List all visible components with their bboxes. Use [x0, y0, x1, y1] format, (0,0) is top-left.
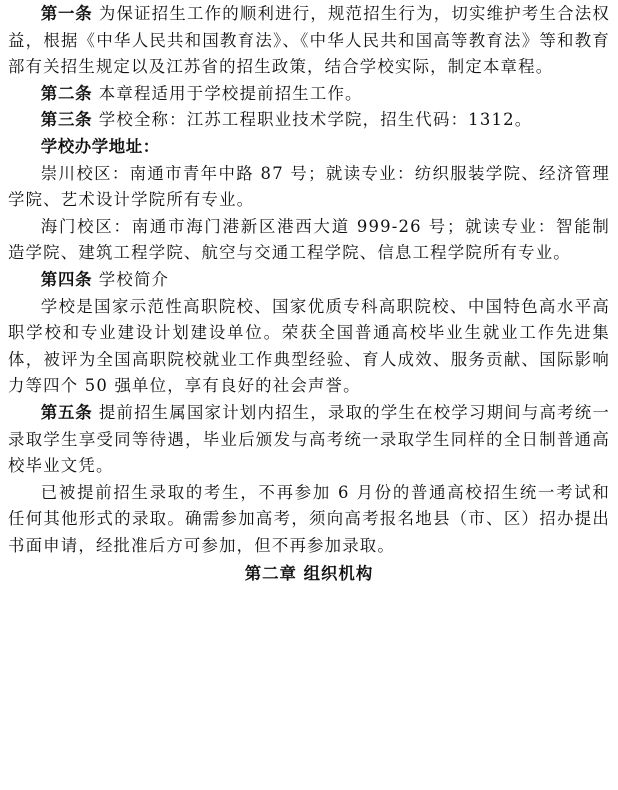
article-1-label: 第一条	[40, 4, 93, 23]
article-4-paragraph: 学校是国家示范性高职院校、国家优质专科高职院校、中国特色高水平高职学校和专业建设计划建设单位。荣获全国普通高校毕业生就业工作先进集体，被评为全国高职院校就业工作典型经验、育人成效、服务贡献、国际影响力等四个 50 强单位，享有良好的社会声誉。	[8, 296, 610, 396]
article-2-label: 第二条	[40, 83, 93, 103]
address-heading	[8, 134, 610, 161]
article-2-paragraph	[8, 81, 610, 108]
campus-2-paragraph: 海门校区：南通市海门港新区港西大道 999-26 号；就读专业：智能制造学院、建筑工程学院、航空与交通工程学院、信息工程学院所有专业。	[8, 216, 610, 263]
article-2-text: 本章程适用于学校提前招生工作。	[92, 83, 363, 103]
article-4-title: 学校简介	[92, 269, 170, 289]
article-1-text: 为保证招生工作的顺利进行，规范招生行为，切实维护考生合法权益，根据《中华人民共和国教育法》、《中华人民共和国高等教育法》等和教育部有关招生规定以及江苏省的招生政策，结合学校实际，制定本章程。	[8, 4, 610, 77]
article-3-paragraph	[8, 107, 610, 134]
campus-1-paragraph: 崇川校区：南通市青年中路 87 号；就读专业：纺织服装学院、经济管理学院、艺术设计学院所有专业。	[8, 163, 610, 210]
article-1-paragraph	[8, 1, 610, 81]
article-5-label: 第五条	[40, 402, 93, 422]
article-3-text: 学校全称：江苏工程职业技术学院，招生代码：1312。	[92, 110, 533, 130]
chapter-2-title: 第二章 组织机构	[244, 564, 374, 584]
article-4-heading	[8, 267, 610, 294]
article-5-paragraph-2: 已被提前招生录取的考生，不再参加 6 月份的普通高校招生统一考试和任何其他形式的录取。确需参加高考，须向高考报名地县（市、区）招办提出书面申请，经批准后方可参加，但不再参加录取。	[8, 482, 610, 555]
article-5-text: 提前招生属国家计划内招生，录取的学生在校学习期间与高考统一录取学生享受同等待遇，毕业后颁发与高考统一录取学生同样的全日制普通高校毕业文凭。	[8, 402, 610, 476]
article-5-paragraph	[8, 400, 610, 480]
address-heading-text: 学校办学地址：	[40, 136, 160, 156]
article-3-label: 第三条	[40, 110, 93, 130]
article-4-label: 第四条	[40, 269, 93, 289]
